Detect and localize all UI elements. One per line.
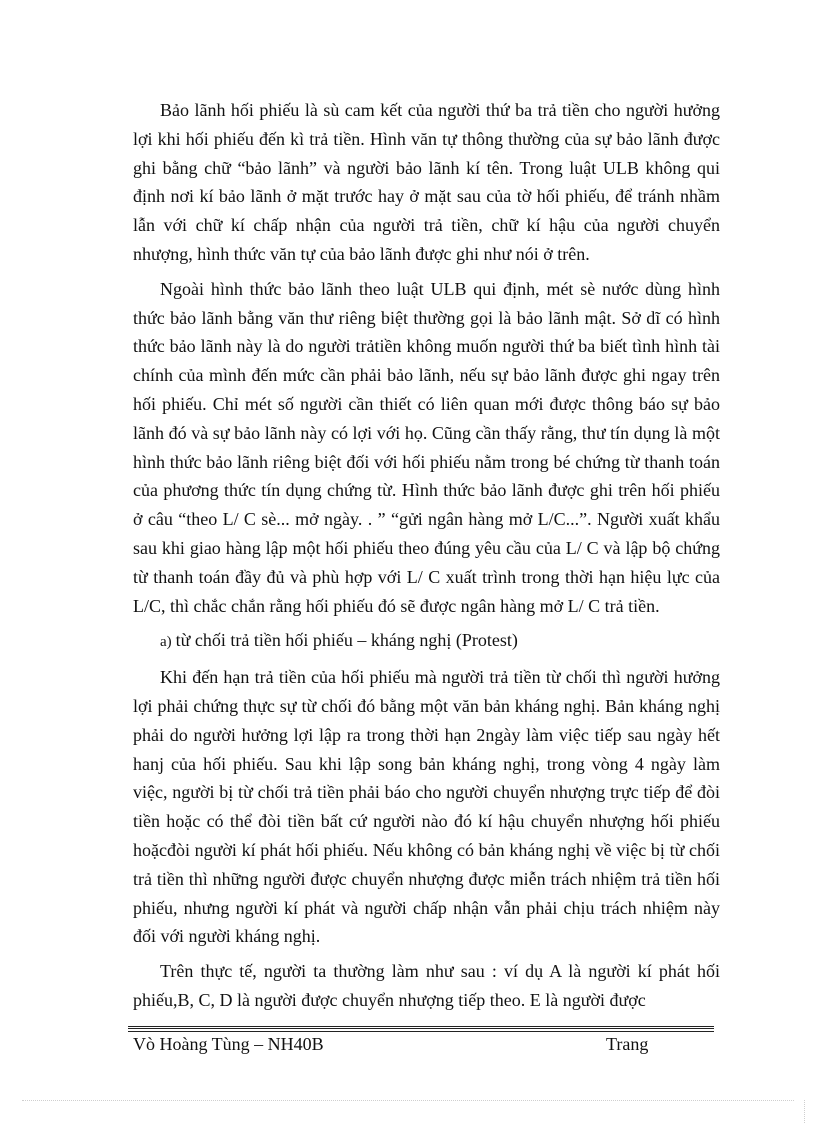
paragraph-secret-guarantee: Ngoài hình thức bảo lãnh theo luật ULB qui định, mét sè nước dùng hình thức bảo lãnh bằng văn thư riêng biệt thường gọi là bảo lãnh mật. Sở dĩ có hình thức bảo lãnh này là do người trảtiền không muốn người thứ ba biết tình hình tài chính của mình đến mức cần phải bảo lãnh, nếu sự bảo lãnh được ghi ngay trên hối phiếu. Chỉ mét số người cần thiết có liên quan mới được thông báo sự bảo lãnh đó và sự bảo lãnh này có lợi với họ. Cũng cần thấy rằng, thư tín dụng là một hình thức bảo lãnh riêng biệt đối với hối phiếu nằm trong bé chứng từ thanh toán của phương thức tín dụng chứng từ. Hình thức bảo lãnh được ghi trên hối phiếu ở câu “theo L/ C sè... mở ngày. . ” “gửi ngân hàng mở L/C...”. Người xuất khẩu sau khi giao hàng lập một hối phiếu theo đúng yêu cầu của L/ C và lập bộ chứng từ thanh toán đầy đủ và phù hợp với L/ C xuất trình trong thời hạn hiệu lực của L/C, thì chắc chắn rằng hối phiếu đó sẽ được ngân hàng mở L/ C trả tiền. xyxy=(133,278,720,616)
footer-divider-inner-line xyxy=(128,1028,714,1029)
section-heading xyxy=(133,626,720,657)
paragraph-example: Trên thực tế, người ta thường làm như sau : ví dụ A là người kí phát hối phiếu,B, C, D là người được chuyển nhượng tiếp theo. E là người được xyxy=(133,961,720,1010)
paragraph-protest: Khi đến hạn trả tiền của hối phiếu mà người trả tiền từ chối thì người hưởng lợi phải chứng thực sự từ chối đó bằng một văn bản kháng nghị. Bản kháng nghị phải do người hưởng lợi lập ra trong thời hạn 2ngày làm việc tiếp sau ngày hết hanj của hối phiếu. Sau khi lập song bản kháng nghị, trong vòng 4 ngày làm việc, người bị từ chối trả tiền phải báo cho người chuyển nhượng trực tiếp để đòi tiền hoặc có thể đòi tiền bất cứ người nào đó kí hậu chuyển nhượng hối phiếu hoặcđòi người kí phát hối phiếu. Nếu không có bản kháng nghị về việc bị từ chối trả tiền thì những người được chuyển nhượng được miễn trách nhiệm trả tiền hối phiếu, nhưng người kí phát và người chấp nhận vẫn phải chịu trách nhiệm này đối với người kháng nghị. xyxy=(133,667,720,947)
page-boundary-line xyxy=(22,1100,794,1101)
heading-marker: a) xyxy=(160,634,172,651)
footer-author: Vò Hoàng Tùng – NH40B xyxy=(133,1034,324,1054)
page-boundary-edge xyxy=(804,1100,805,1123)
paragraph-guarantee-definition: Bảo lãnh hối phiếu là sù cam kết của người thứ ba trả tiền cho người hưởng lợi khi hối phiếu đến kì trả tiền. Hình văn tự thông thường của sự bảo lãnh được ghi bằng chữ “bảo lãnh” và người bảo lãnh kí tên. Trong luật ULB không qui định nơi kí bảo lãnh ở mặt trước hay ở mặt sau của tờ hối phiếu, để tránh nhầm lẫn với chữ kí chấp nhận của người trả tiền, chữ kí hậu của người chuyển nhượng, hình thức văn tự của bảo lãnh được ghi như nói ở trên. xyxy=(133,100,720,264)
footer-page-label: Trang xyxy=(606,1034,649,1054)
body-text xyxy=(133,96,720,1015)
heading-text: từ chối trả tiền hối phiếu – kháng nghị (Protest) xyxy=(175,630,518,651)
